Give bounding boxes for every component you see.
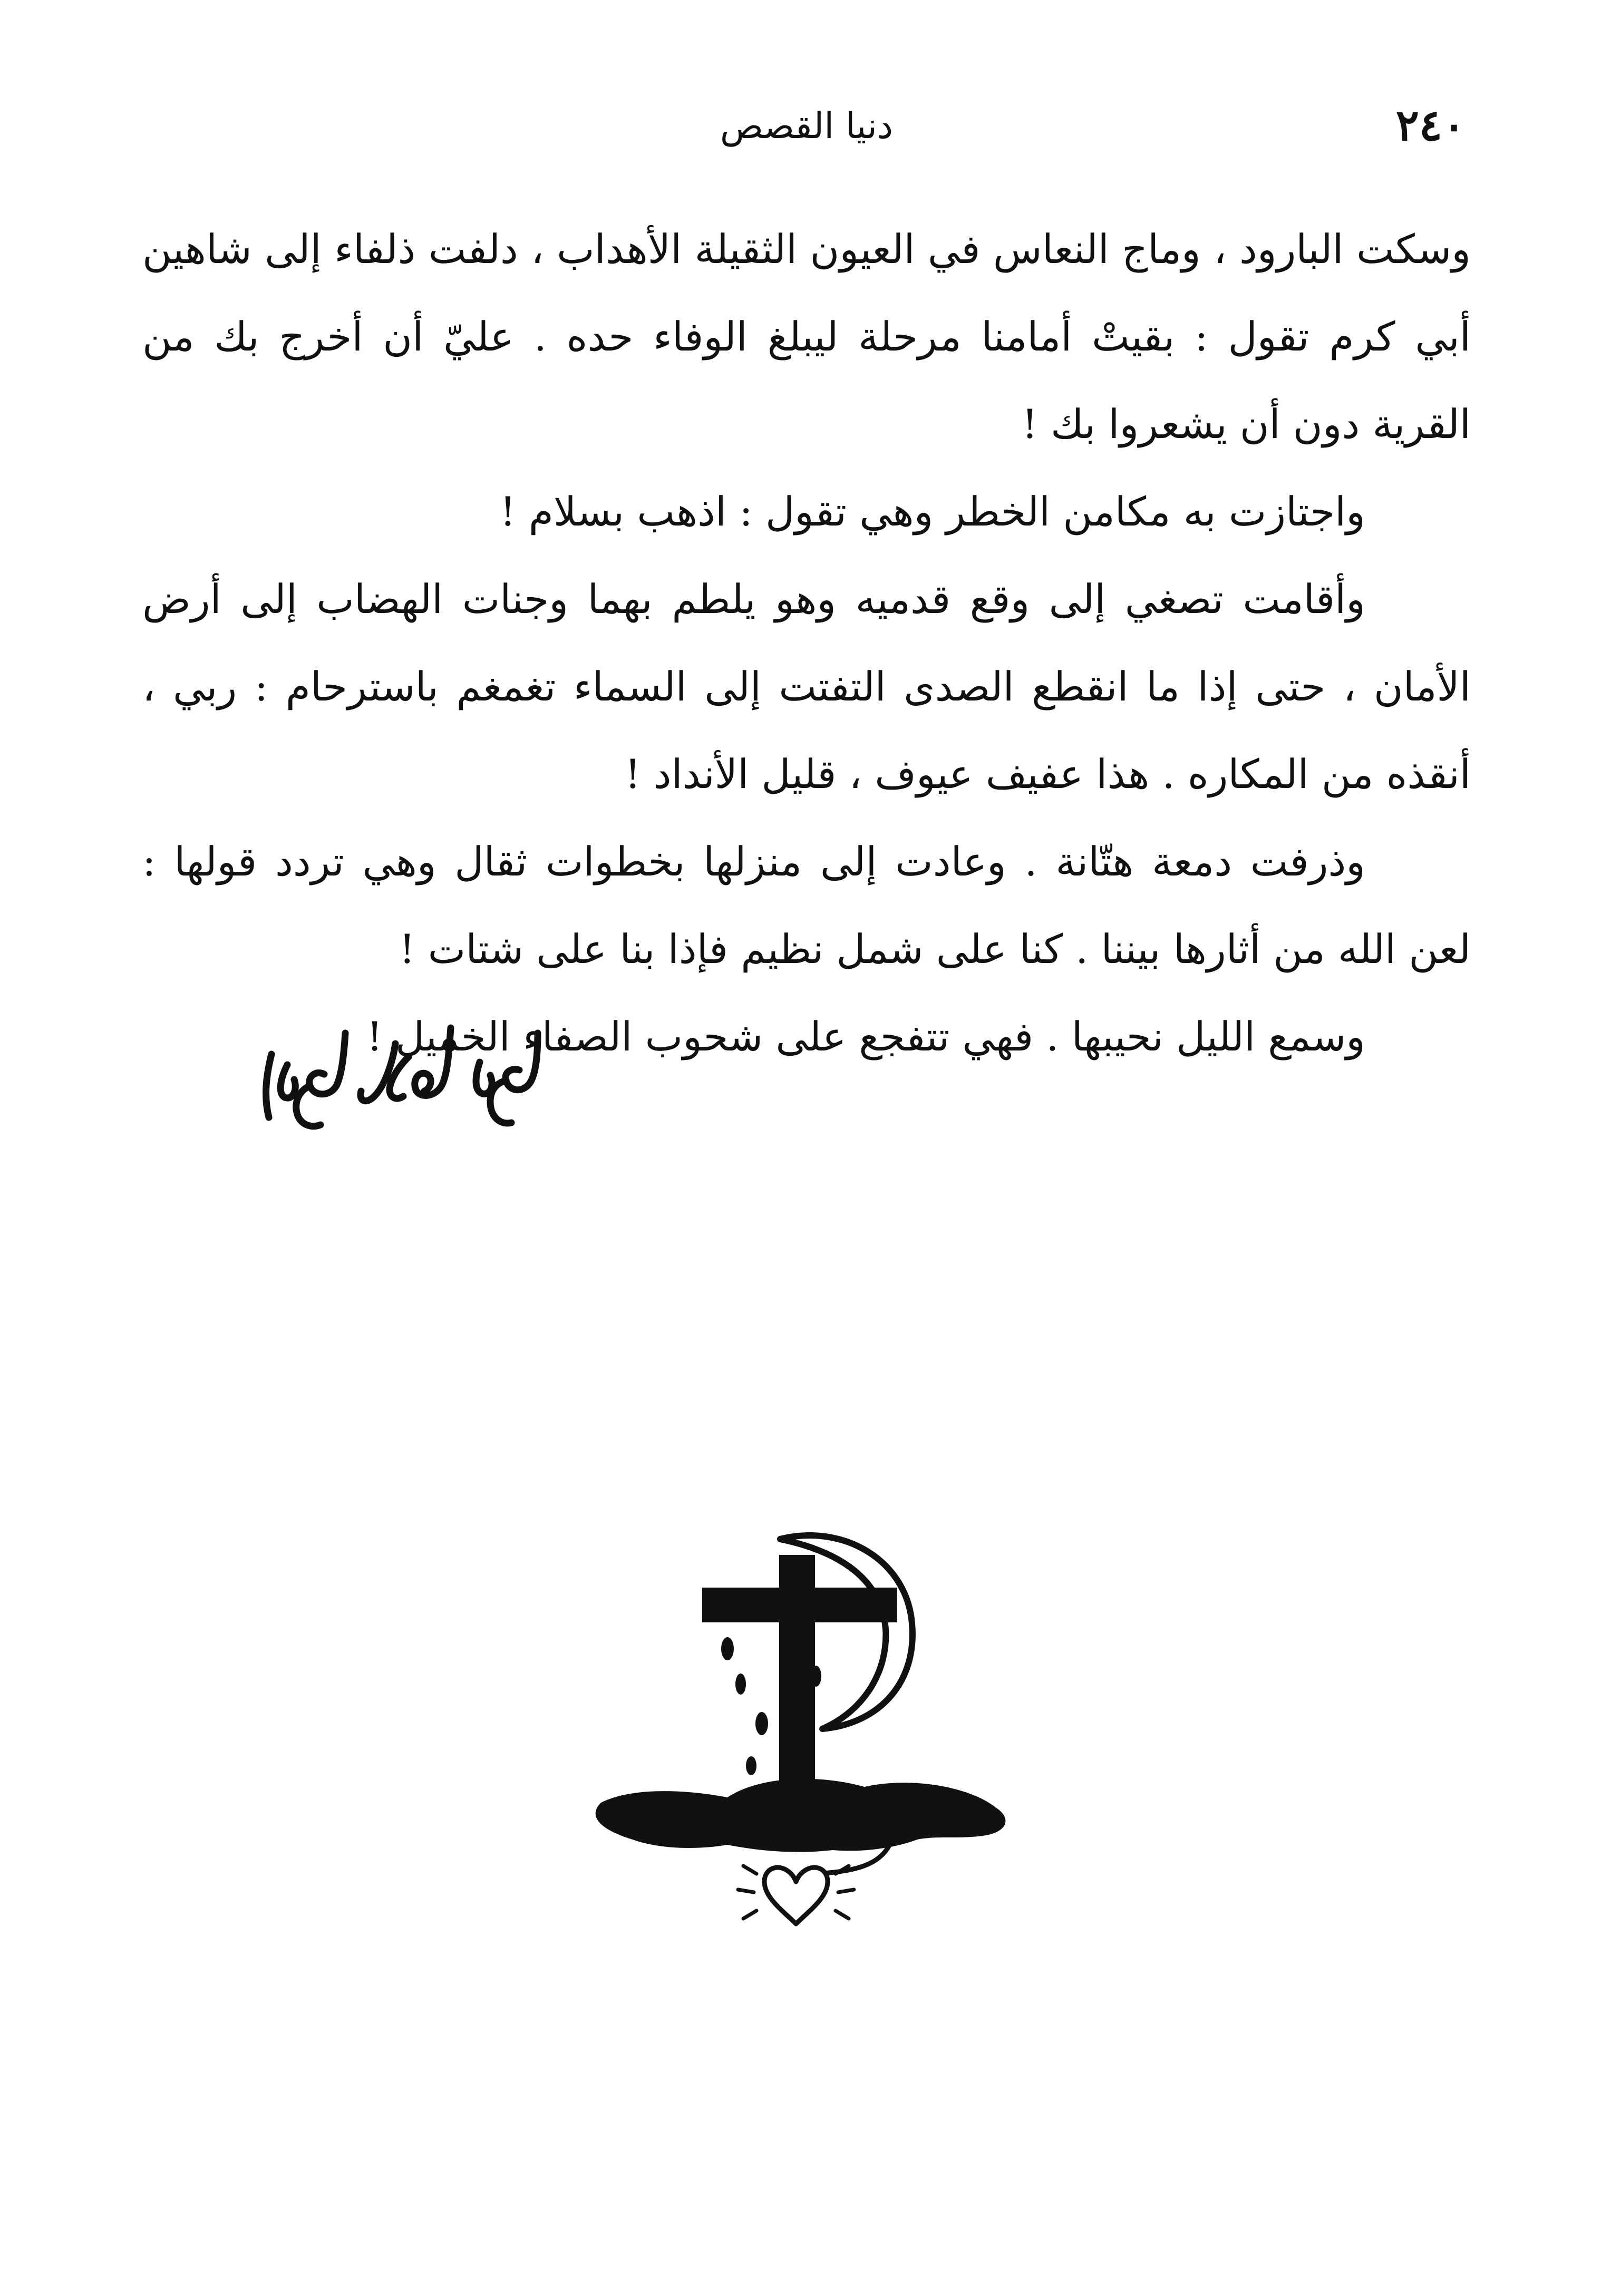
running-title: دنيا القصص bbox=[720, 105, 894, 147]
author-signature bbox=[242, 1012, 559, 1149]
paragraph: واجتازت به مكامن الخطر وهي تقول : اذهب بسلام ! bbox=[500, 488, 1365, 535]
signature-drawing bbox=[242, 1012, 559, 1149]
page-number: ٢٤٠ bbox=[1395, 100, 1466, 151]
paragraph: وذرفت دمعة هتّانة . وعادت إلى منزلها بخطوات ثقال وهي تردد قولها : لعن الله من أثارها بيننا . كنا على شمل نظيم فإذا بنا على شتات ! bbox=[142, 838, 1471, 972]
page-header bbox=[148, 100, 1466, 169]
cross-crescent-heart-icon bbox=[569, 1502, 1044, 1934]
body-text bbox=[142, 206, 1471, 1081]
cross-crescent-heart-ornament bbox=[569, 1502, 1044, 1934]
paragraph: وسكت البارود ، وماج النعاس في العيون الثقيلة الأهداب ، دلفت ذلفاء إلى شاهين أبي كرم تقول : بقيتْ أمامنا مرحلة ليبلغ الوفاء حده . عليّ أن أخرج بك من القرية دون أن يشعروا بك ! bbox=[142, 226, 1471, 447]
paragraph: وأقامت تصغي إلى وقع قدميه وهو يلطم بهما وجنات الهضاب إلى أرض الأمان ، حتى إذا ما انقطع الصدى التفتت إلى السماء تغمغم باسترحام : ربي ، أنقذه من المكاره . هذا عفيف عيوف ، قليل الأنداد ! bbox=[142, 576, 1471, 797]
paragraph: وسمع الليل نحيبها . فهي تتفجع على شحوب الصفاء الخميل ! bbox=[366, 1013, 1365, 1060]
